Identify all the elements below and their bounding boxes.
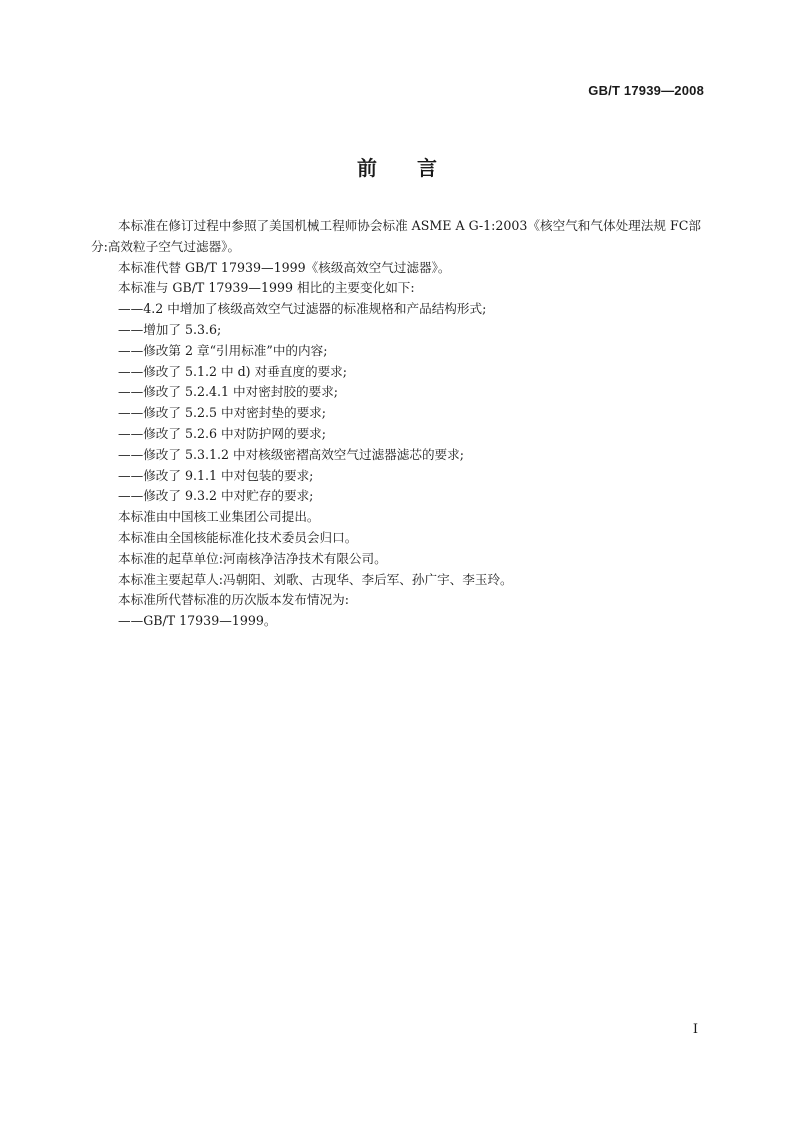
paragraph-drafting-unit: 本标准的起草单位:河南核净洁净技术有限公司。 (118, 550, 387, 566)
change-item: ——修改了 5.3.1.2 中对核级密褶高效空气过滤器滤芯的要求; (118, 446, 464, 462)
change-item: ——修改了 9.3.2 中对贮存的要求; (118, 488, 314, 504)
document-code: GB/T 17939—2008 (588, 83, 704, 98)
version-item: ——GB/T 17939—1999。 (118, 613, 277, 629)
paragraph-drafters: 本标准主要起草人:冯朝阳、刘歌、古现华、李后军、孙广宇、李玉玲。 (118, 571, 513, 587)
change-item: ——4.2 中增加了核级高效空气过滤器的标准规格和产品结构形式; (118, 301, 487, 317)
foreword-body (91, 216, 703, 632)
change-item: ——修改第 2 章“引用标准”中的内容; (118, 342, 328, 358)
change-item: ——修改了 5.2.5 中对密封垫的要求; (118, 405, 327, 421)
change-item: ——修改了 5.2.4.1 中对密封胶的要求; (118, 384, 339, 400)
page-number: I (692, 1022, 698, 1037)
page-title: 前言 (357, 156, 477, 180)
change-item: ——增加了 5.3.6; (118, 321, 222, 337)
paragraph-version-history: 本标准所代替标准的历次版本发布情况为: (118, 592, 349, 608)
paragraph-replaces: 本标准代替 GB/T 17939—1999《核级高效空气过滤器》。 (118, 259, 451, 275)
paragraph-centralized-by: 本标准由全国核能标准化技术委员会归口。 (118, 529, 358, 545)
change-item: ——修改了 9.1.1 中对包装的要求; (118, 467, 314, 483)
change-item: ——修改了 5.1.2 中 d) 对垂直度的要求; (118, 363, 347, 379)
paragraph-changes-intro: 本标准与 GB/T 17939—1999 相比的主要变化如下: (118, 280, 415, 296)
paragraph-reference-standard: 本标准在修订过程中参照了美国机械工程师协会标准 ASME A G-1:2003《核空气和气体处理法规 FC部分:高效粒子空气过滤器》。 (91, 218, 701, 254)
change-item: ——修改了 5.2.6 中对防护网的要求; (118, 425, 327, 441)
paragraph-proposed-by: 本标准由中国核工业集团公司提出。 (118, 509, 320, 525)
